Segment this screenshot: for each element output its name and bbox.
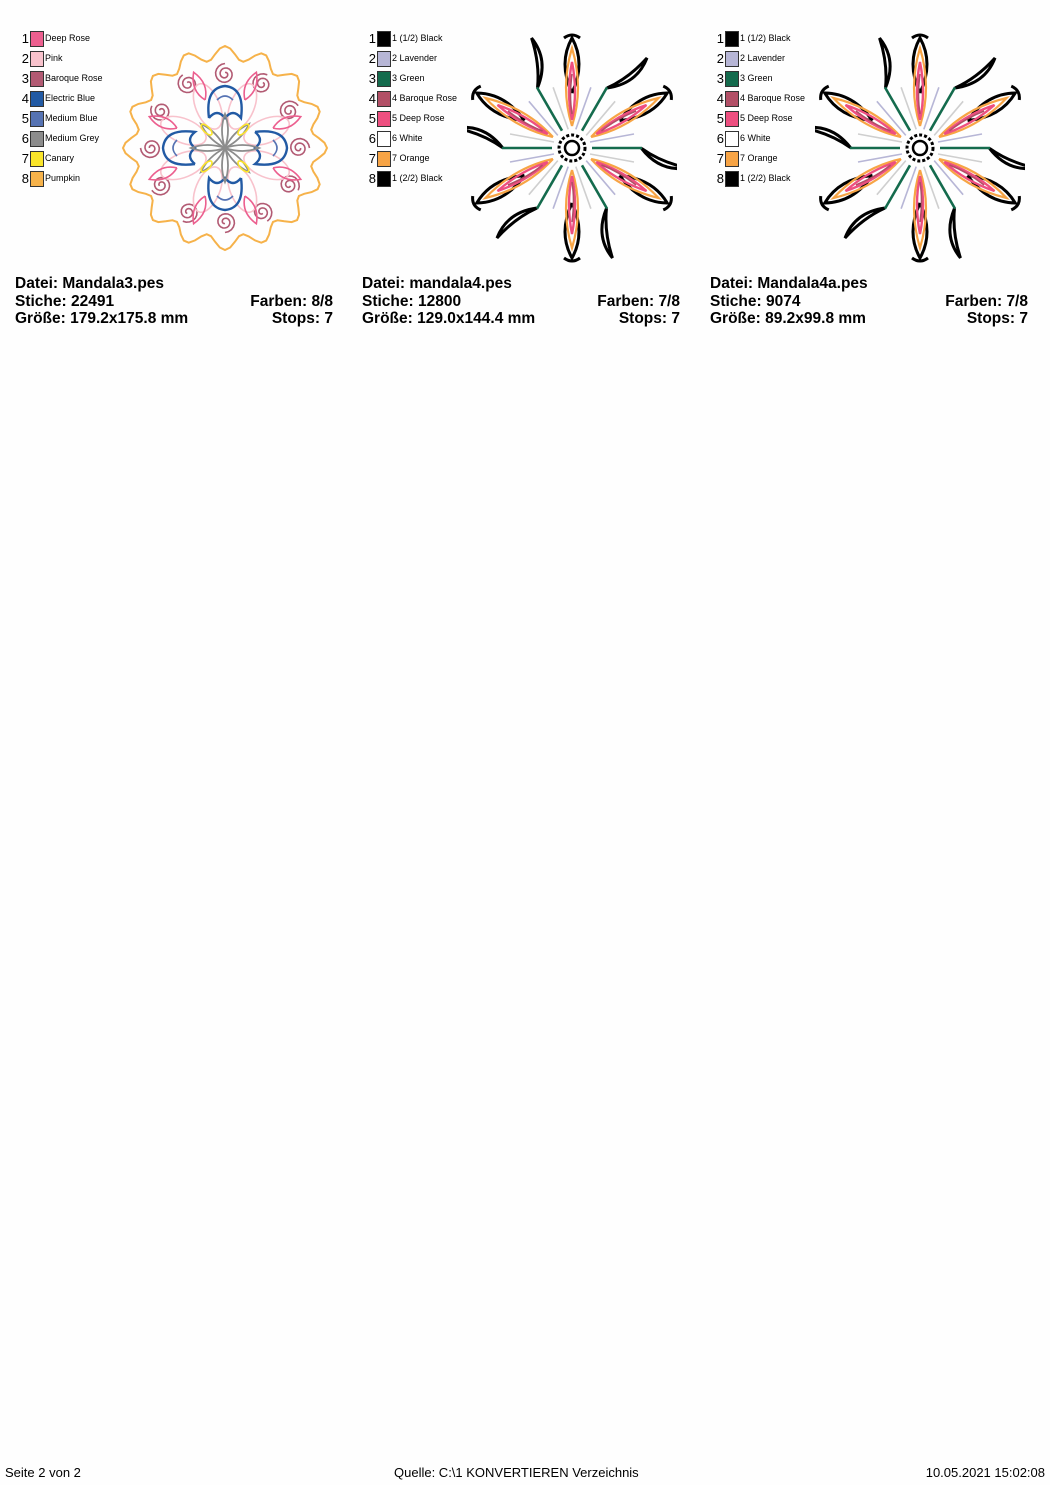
thread-palette <box>362 30 482 190</box>
baroque-petal-center <box>572 182 574 222</box>
design-card-2 <box>362 30 692 340</box>
center-outer-ring <box>907 135 933 161</box>
thread-name: 1 (2/2) Black <box>740 173 791 183</box>
thread-swatch <box>377 31 391 47</box>
stops-stat <box>967 310 1028 328</box>
thread-number: 6 <box>716 131 724 146</box>
thread-swatch <box>725 71 739 87</box>
thread-swatch <box>725 51 739 67</box>
thread-swatch <box>30 31 44 47</box>
thread-swatch <box>725 31 739 47</box>
thread-swatch <box>30 71 44 87</box>
footer-datetime: 10.05.2021 15:02:08 <box>925 1465 1045 1480</box>
star-mandala-preview <box>467 30 677 266</box>
blue-petal-detail <box>173 140 177 156</box>
thread-name: 1 (1/2) Black <box>392 33 443 43</box>
thread-palette <box>710 30 830 190</box>
star-mandala-preview <box>815 30 1025 266</box>
file-label: Datei: <box>15 275 59 292</box>
thread-swatch <box>725 91 739 107</box>
thread-name: 7 Orange <box>392 153 430 163</box>
thread-number: 1 <box>716 31 724 46</box>
colors-stat <box>945 293 1028 311</box>
stitch-count: 12800 <box>418 292 462 310</box>
file-label: Datei: <box>362 275 406 292</box>
thread-swatch <box>725 171 739 187</box>
size-row <box>710 310 1028 328</box>
thread-row <box>15 50 135 70</box>
thread-name: 1 (1/2) Black <box>740 33 791 43</box>
thread-palette <box>15 30 135 190</box>
color-count: 7/8 <box>658 292 680 310</box>
file-label: Datei: <box>710 275 754 292</box>
thread-name: 5 Deep Rose <box>740 113 793 123</box>
file-row <box>710 275 1028 293</box>
thread-row <box>15 170 135 190</box>
thread-swatch <box>377 51 391 67</box>
thread-row <box>362 150 482 170</box>
thread-row <box>15 130 135 150</box>
floral-mandala-preview <box>120 30 330 266</box>
thread-row <box>710 30 830 50</box>
thread-name: Medium Grey <box>45 133 100 143</box>
thread-swatch <box>725 151 739 167</box>
black-arc <box>860 38 906 88</box>
size-label: Größe: <box>362 310 413 327</box>
thread-row <box>362 90 482 110</box>
black-arc <box>641 133 677 183</box>
stops-label: Stops: <box>271 310 321 327</box>
design-card-1 <box>15 30 345 340</box>
design-info <box>710 275 1028 328</box>
stitches-label: Stiche: <box>15 292 67 310</box>
blue-petal-detail <box>217 96 233 100</box>
stops-label: Stops: <box>618 310 668 327</box>
thread-number: 5 <box>368 111 376 126</box>
stitches-label: Stiche: <box>710 292 762 310</box>
thread-number: 4 <box>368 91 376 106</box>
design-size: 179.2x175.8 mm <box>70 310 189 327</box>
rim-spiral <box>216 64 233 83</box>
baroque-petal-center <box>920 182 922 222</box>
black-arc <box>467 113 503 163</box>
thread-number: 8 <box>21 171 29 186</box>
thread-name: 4 Baroque Rose <box>740 93 806 103</box>
thread-row <box>15 150 135 170</box>
thread-number: 1 <box>368 31 376 46</box>
thread-number: 6 <box>21 131 29 146</box>
footer-page-number: Seite 2 von 2 <box>5 1465 81 1480</box>
thread-name: Deep Rose <box>45 33 91 43</box>
size-row <box>15 310 333 328</box>
stitches-row <box>710 293 1028 311</box>
thread-number: 3 <box>21 71 29 86</box>
thread-row <box>362 170 482 190</box>
thread-number: 5 <box>21 111 29 126</box>
footer-source-path: Quelle: C:\1 KONVERTIEREN Verzeichnis <box>394 1465 639 1480</box>
black-arc <box>955 58 995 88</box>
rim-spiral <box>141 141 160 158</box>
stitches-row <box>15 293 333 311</box>
thread-row <box>710 130 830 150</box>
thread-number: 2 <box>368 51 376 66</box>
colors-stat <box>597 293 680 311</box>
design-size: 129.0x144.4 mm <box>417 310 536 327</box>
colors-label: Farben: <box>250 292 308 310</box>
blue-petal-detail <box>217 196 233 200</box>
thread-name: Pumpkin <box>45 173 81 183</box>
thread-swatch <box>30 111 44 127</box>
thread-name: 2 Lavender <box>740 53 786 63</box>
thread-name: 4 Baroque Rose <box>392 93 458 103</box>
file-name: Mandala4a.pes <box>757 275 868 292</box>
rim-spiral <box>291 139 310 156</box>
thread-number: 4 <box>21 91 29 106</box>
design-card-3 <box>710 30 1040 340</box>
black-arc <box>845 208 885 238</box>
thread-swatch <box>377 171 391 187</box>
thread-number: 2 <box>716 51 724 66</box>
thread-name: Canary <box>45 153 75 163</box>
thread-row <box>710 110 830 130</box>
thread-row <box>710 170 830 190</box>
thread-swatch <box>725 111 739 127</box>
file-name: mandala4.pes <box>409 275 512 292</box>
thread-row <box>362 130 482 150</box>
thread-name: Electric Blue <box>45 93 96 103</box>
thread-name: Baroque Rose <box>45 73 103 83</box>
size-label: Größe: <box>710 310 761 327</box>
color-count: 8/8 <box>311 292 333 310</box>
size-label: Größe: <box>15 310 66 327</box>
thread-row <box>710 90 830 110</box>
thread-name: 7 Orange <box>740 153 778 163</box>
thread-row <box>362 110 482 130</box>
black-arc <box>989 133 1025 183</box>
thread-name: 6 White <box>392 133 423 143</box>
thread-row <box>15 90 135 110</box>
thread-swatch <box>30 151 44 167</box>
thread-number: 8 <box>368 171 376 186</box>
thread-row <box>362 70 482 90</box>
thread-number: 5 <box>716 111 724 126</box>
thread-number: 7 <box>716 151 724 166</box>
thread-row <box>362 30 482 50</box>
thread-name: 5 Deep Rose <box>392 113 445 123</box>
thread-swatch <box>377 111 391 127</box>
thread-number: 7 <box>368 151 376 166</box>
stops-stat <box>272 310 333 328</box>
black-arc <box>815 113 851 163</box>
file-row <box>362 275 680 293</box>
stop-count: 7 <box>324 310 333 327</box>
thread-name: 3 Green <box>392 73 425 83</box>
stitches-row <box>362 293 680 311</box>
black-arc <box>607 58 647 88</box>
thread-row <box>15 70 135 90</box>
colors-label: Farben: <box>945 292 1003 310</box>
thread-swatch <box>377 131 391 147</box>
black-arc <box>512 38 558 88</box>
thread-name: Medium Blue <box>45 113 98 123</box>
rim-spiral <box>218 214 235 233</box>
baroque-petal-center <box>919 74 921 114</box>
thread-swatch <box>30 51 44 67</box>
thread-row <box>15 110 135 130</box>
thread-swatch <box>377 151 391 167</box>
thread-number: 2 <box>21 51 29 66</box>
colors-stat <box>250 293 333 311</box>
thread-number: 6 <box>368 131 376 146</box>
thread-number: 3 <box>368 71 376 86</box>
stitch-count: 22491 <box>71 292 115 310</box>
stop-count: 7 <box>1019 310 1028 327</box>
colors-label: Farben: <box>597 292 655 310</box>
color-count: 7/8 <box>1006 292 1028 310</box>
baroque-petal-center <box>571 74 573 114</box>
thread-swatch <box>377 91 391 107</box>
thread-name: 6 White <box>740 133 771 143</box>
stitch-count: 9074 <box>766 292 801 310</box>
thread-name: Pink <box>45 53 63 63</box>
thread-row <box>710 70 830 90</box>
thread-name: 3 Green <box>740 73 773 83</box>
black-arc <box>586 208 632 258</box>
thread-row <box>362 50 482 70</box>
stitches-label: Stiche: <box>362 292 414 310</box>
black-arc <box>497 208 537 238</box>
thread-number: 7 <box>21 151 29 166</box>
design-info <box>15 275 333 328</box>
design-size: 89.2x99.8 mm <box>765 310 866 327</box>
thread-row <box>710 150 830 170</box>
thread-name: 1 (2/2) Black <box>392 173 443 183</box>
thread-swatch <box>725 131 739 147</box>
stop-count: 7 <box>671 310 680 327</box>
center-outer-ring <box>559 135 585 161</box>
black-arc <box>934 208 980 258</box>
stops-stat <box>619 310 680 328</box>
file-name: Mandala3.pes <box>62 275 165 292</box>
size-row <box>362 310 680 328</box>
thread-number: 4 <box>716 91 724 106</box>
thread-number: 1 <box>21 31 29 46</box>
file-row <box>15 275 333 293</box>
design-info <box>362 275 680 328</box>
thread-name: 2 Lavender <box>392 53 438 63</box>
thread-number: 3 <box>716 71 724 86</box>
thread-swatch <box>30 171 44 187</box>
thread-number: 8 <box>716 171 724 186</box>
thread-swatch <box>30 91 44 107</box>
thread-swatch <box>377 71 391 87</box>
thread-swatch <box>30 131 44 147</box>
blue-petal-detail <box>273 140 277 156</box>
stops-label: Stops: <box>966 310 1016 327</box>
thread-row <box>15 30 135 50</box>
thread-row <box>710 50 830 70</box>
